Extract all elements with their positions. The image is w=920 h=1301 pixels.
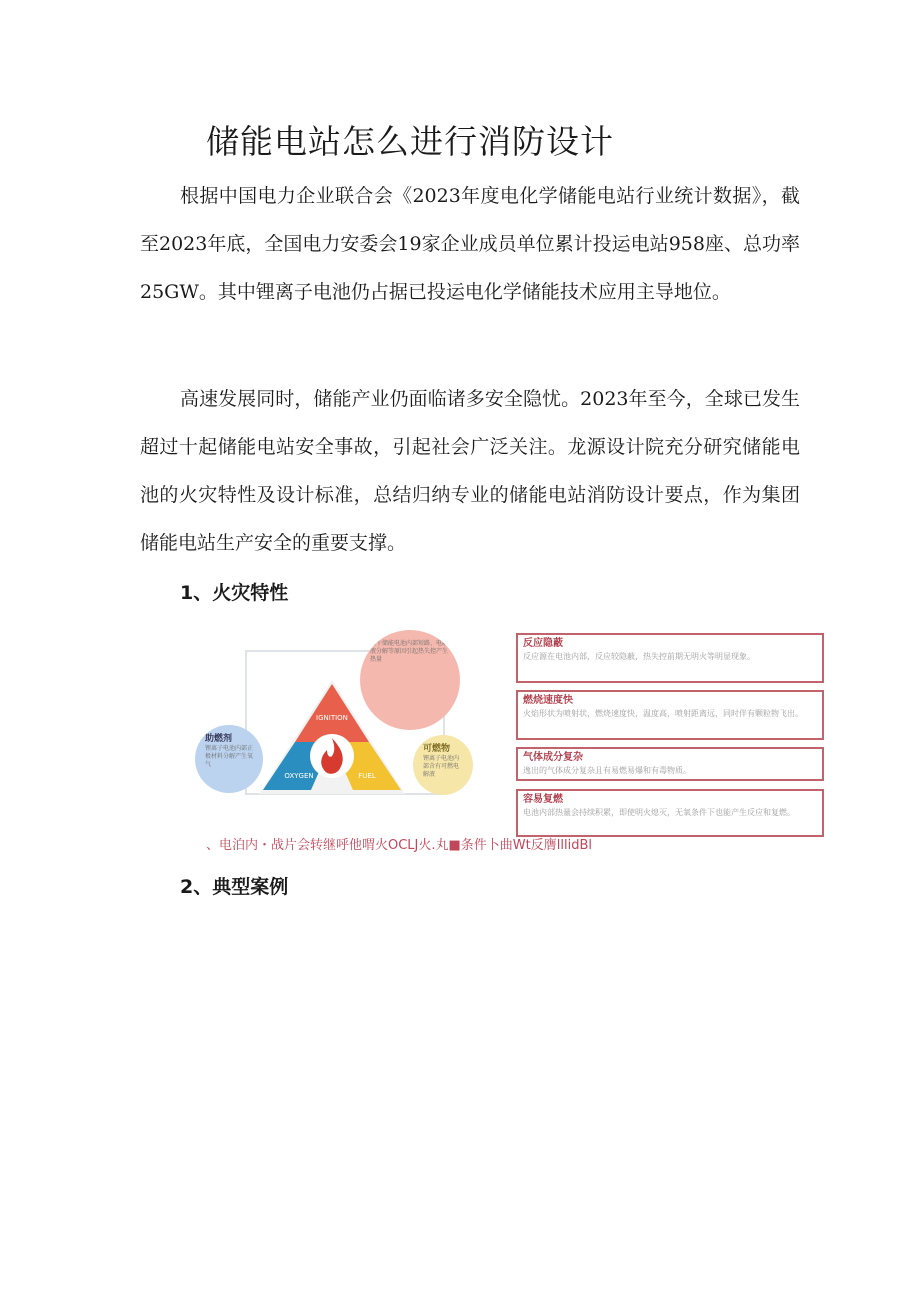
oxidizer-title: 助燃剂: [205, 734, 233, 744]
page-title: 储能电站怎么进行消防设计: [206, 122, 614, 161]
label-fuel: FUEL: [358, 772, 376, 780]
feature-title: 反应隐蔽: [523, 638, 563, 649]
label-oxygen: OXYGEN: [284, 772, 314, 780]
feature-desc: 逸出的气体成分复杂且有易燃易爆和有毒物质。: [523, 766, 691, 775]
heat-source-text: 由于储能电池内部短路、电解液分解等原因引起热失控产生热量: [370, 640, 449, 663]
feature-desc: 火焰形状为喷射状，燃烧速度快，温度高，喷射距离远，同时伴有颗粒物飞出。: [523, 709, 803, 718]
feature-title: 燃烧速度快: [523, 695, 573, 706]
paragraph-safety: 高速发展同时，储能产业仍面临诸多安全隐忧。2023年至今，全球已发生超过十起储能电站安全事故，引起社会广泛关注。龙源设计院充分研究储能电池的火灾特性及设计标准，总结归纳专业的储能电站消防设计要点，作为集团储能电站生产安全的重要支撑。: [140, 388, 800, 554]
feature-box-fast-burning: [516, 690, 824, 740]
section-heading-fire-characteristics: 1、火灾特性: [180, 582, 289, 604]
label-ignition: IGNITION: [316, 714, 348, 722]
fire-triangle-icon: [257, 678, 407, 796]
fuel-title: 可燃物: [423, 744, 451, 754]
feature-desc: 反应源在电池内部，反应较隐蔽，热失控前期无明火等明显现象。: [523, 652, 755, 661]
feature-box-complex-gas: [516, 747, 824, 781]
feature-title: 容易复燃: [523, 794, 563, 805]
feature-desc: 电池内部热量会持续积累，即使明火熄灭，无氧条件下也能产生反应和复燃。: [523, 808, 795, 817]
paragraph-intro: 根据中国电力企业联合会《2023年度电化学储能电站行业统计数据》，截至2023年底，全国电力安委会19家企业成员单位累计投运电站958座、总功率25GW。其中锂离子电池仍占据已投运电化学储能技术应用主导地位。: [140, 185, 800, 303]
oxidizer-text: 锂离子电池内部正极材料分解产生氧气: [205, 745, 254, 768]
fuel-text: 锂离子电池内部含有可燃电解液: [423, 755, 460, 778]
ignition-segment: [295, 684, 369, 742]
feature-title: 气体成分复杂: [523, 752, 583, 763]
feature-box-concealed: [516, 633, 824, 683]
oxidizer-bubble: [195, 725, 263, 793]
fire-triangle-figure: [195, 630, 470, 795]
section-heading-typical-cases: 2、典型案例: [180, 876, 289, 898]
feature-box-reignition: [516, 789, 824, 837]
figure-caption: 、电泊内・战片会转继呼他喟火OCLJ火.丸■条件卜曲Wt反膺lllidBl: [206, 838, 592, 853]
fuel-bubble: [413, 735, 473, 795]
